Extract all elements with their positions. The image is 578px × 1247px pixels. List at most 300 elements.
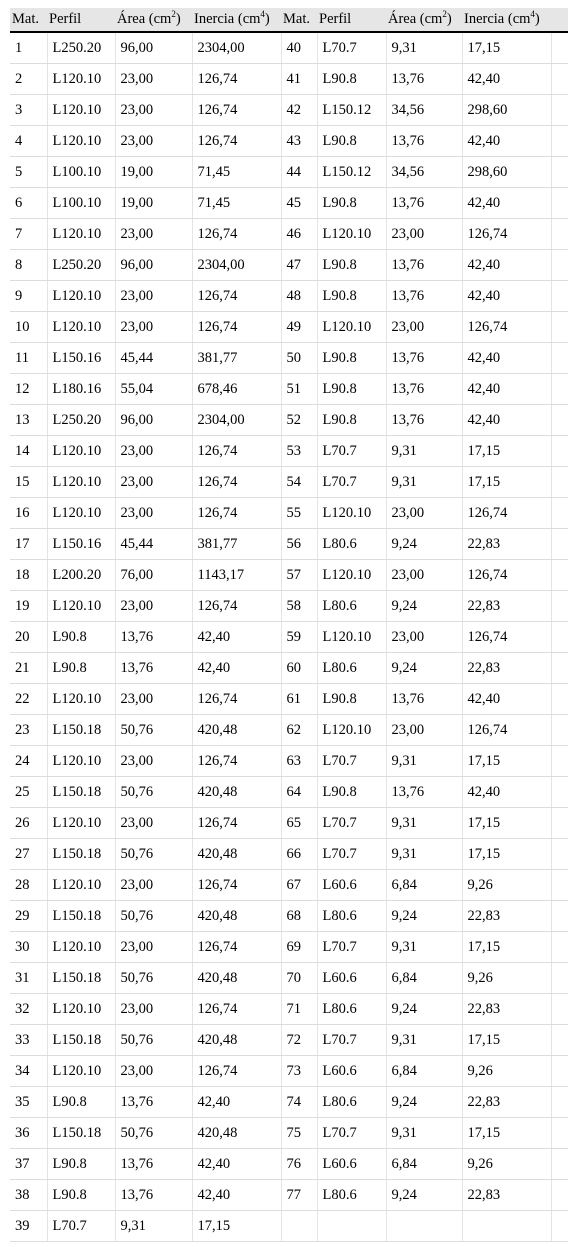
cell-inercia: 71,45: [192, 188, 281, 219]
cell-inercia: 126,74: [192, 281, 281, 312]
cell-perfil: L90.8: [317, 374, 386, 405]
cell-area: 34,56: [386, 95, 462, 126]
cell-area: 19,00: [115, 157, 192, 188]
cell-mat: 76: [281, 1149, 317, 1180]
cell-pad: [551, 622, 568, 653]
cell-perfil: L120.10: [47, 1056, 115, 1087]
cell-mat: 54: [281, 467, 317, 498]
cell-pad: [551, 963, 568, 994]
cell-inercia: 22,83: [462, 1180, 551, 1211]
cell-pad: [551, 560, 568, 591]
cell-inercia: 678,46: [192, 374, 281, 405]
cell-mat: 42: [281, 95, 317, 126]
cell-pad: [551, 95, 568, 126]
cell-inercia: 126,74: [192, 312, 281, 343]
cell-area: 34,56: [386, 157, 462, 188]
table-row: [10, 901, 568, 932]
table-row: [10, 1180, 568, 1211]
cell-area: 50,76: [115, 963, 192, 994]
cell-mat: 65: [281, 808, 317, 839]
cell-mat: 14: [10, 436, 47, 467]
table-row: [10, 95, 568, 126]
cell-area: 9,24: [386, 653, 462, 684]
cell-mat: 53: [281, 436, 317, 467]
cell-area: 13,76: [386, 374, 462, 405]
cell-mat: 33: [10, 1025, 47, 1056]
cell-mat: 10: [10, 312, 47, 343]
cell-area: 9,31: [386, 839, 462, 870]
cell-perfil: L90.8: [317, 684, 386, 715]
cell-perfil: L200.20: [47, 560, 115, 591]
cell-mat: 44: [281, 157, 317, 188]
table-row: [10, 436, 568, 467]
cell-area: 96,00: [115, 250, 192, 281]
table-row: [10, 250, 568, 281]
cell-mat: 45: [281, 188, 317, 219]
cell-inercia: 17,15: [462, 746, 551, 777]
cell-perfil: L60.6: [317, 870, 386, 901]
cell-pad: [551, 250, 568, 281]
cell-inercia: 126,74: [192, 64, 281, 95]
cell-inercia: 126,74: [462, 219, 551, 250]
cell-inercia: 42,40: [462, 250, 551, 281]
cell-area: 13,76: [386, 188, 462, 219]
header-mat-right: Mat.: [281, 8, 317, 32]
cell-mat: 26: [10, 808, 47, 839]
cell-perfil: L60.6: [317, 1056, 386, 1087]
cell-area: 23,00: [386, 498, 462, 529]
cell-area: 9,31: [386, 467, 462, 498]
table-row: [10, 529, 568, 560]
table-row: [10, 1149, 568, 1180]
cell-mat: 4: [10, 126, 47, 157]
cell-pad: [551, 715, 568, 746]
cell-mat: 51: [281, 374, 317, 405]
cell-inercia: 298,60: [462, 157, 551, 188]
cell-inercia: 126,74: [192, 95, 281, 126]
cell-area: 13,76: [386, 405, 462, 436]
table-row: [10, 994, 568, 1025]
cell-inercia: 42,40: [192, 1180, 281, 1211]
cell-area: 9,31: [386, 808, 462, 839]
cell-perfil: L90.8: [47, 1087, 115, 1118]
cell-inercia: 126,74: [462, 498, 551, 529]
cell-mat: 66: [281, 839, 317, 870]
table-row: [10, 1056, 568, 1087]
cell-area: 13,76: [386, 343, 462, 374]
cell-perfil: L80.6: [317, 901, 386, 932]
cell-pad: [551, 777, 568, 808]
cell-pad: [551, 374, 568, 405]
cell-mat: 48: [281, 281, 317, 312]
cell-area: 50,76: [115, 777, 192, 808]
cell-pad: [551, 932, 568, 963]
cell-inercia: 22,83: [462, 653, 551, 684]
cell-area: 9,24: [386, 901, 462, 932]
cell-perfil: L100.10: [47, 188, 115, 219]
cell-pad: [551, 126, 568, 157]
cell-area: 23,00: [386, 312, 462, 343]
cell-inercia: 42,40: [192, 622, 281, 653]
table-row: [10, 715, 568, 746]
cell-perfil: L80.6: [317, 994, 386, 1025]
cell-perfil: L90.8: [47, 653, 115, 684]
cell-pad: [551, 529, 568, 560]
cell-perfil: L120.10: [47, 746, 115, 777]
cell-mat: 23: [10, 715, 47, 746]
cell-area: 23,00: [115, 126, 192, 157]
cell-area: 23,00: [115, 312, 192, 343]
cell-inercia: 17,15: [462, 1025, 551, 1056]
cell-perfil: L70.7: [317, 467, 386, 498]
cell-mat: 34: [10, 1056, 47, 1087]
cell-inercia: 9,26: [462, 1056, 551, 1087]
cell-mat: 68: [281, 901, 317, 932]
cell-pad: [551, 1211, 568, 1242]
cell-mat: 40: [281, 32, 317, 64]
cell-perfil: L250.20: [47, 405, 115, 436]
cell-perfil: L90.8: [47, 1149, 115, 1180]
cell-inercia: 126,74: [462, 560, 551, 591]
cell-inercia: 2304,00: [192, 405, 281, 436]
cell-area: 23,00: [115, 95, 192, 126]
cell-mat: 58: [281, 591, 317, 622]
cell-pad: [551, 591, 568, 622]
table-row: [10, 374, 568, 405]
table-row: [10, 1118, 568, 1149]
table-row: [10, 467, 568, 498]
cell-perfil: L90.8: [47, 622, 115, 653]
table-row: [10, 684, 568, 715]
cell-mat: 39: [10, 1211, 47, 1242]
cell-mat: 6: [10, 188, 47, 219]
cell-mat: 77: [281, 1180, 317, 1211]
cell-perfil: L70.7: [317, 932, 386, 963]
cell-perfil: L90.8: [317, 126, 386, 157]
cell-perfil: L120.10: [47, 870, 115, 901]
table-row: [10, 653, 568, 684]
cell-pad: [551, 808, 568, 839]
cell-pad: [551, 870, 568, 901]
cell-area: 6,84: [386, 963, 462, 994]
cell-pad: [551, 405, 568, 436]
header-mat-left: Mat.: [10, 8, 47, 32]
header-perfil-left: Perfil: [47, 8, 115, 32]
table-row: [10, 591, 568, 622]
cell-perfil: L180.16: [47, 374, 115, 405]
table-row: [10, 64, 568, 95]
cell-mat: 73: [281, 1056, 317, 1087]
cell-area: 13,76: [386, 64, 462, 95]
cell-pad: [551, 1025, 568, 1056]
cell-inercia: 126,74: [192, 684, 281, 715]
cell-mat: 21: [10, 653, 47, 684]
cell-area: 9,31: [386, 436, 462, 467]
cell-perfil: L70.7: [317, 1025, 386, 1056]
cell-pad: [551, 219, 568, 250]
cell-area: 9,31: [386, 32, 462, 64]
cell-inercia: 71,45: [192, 157, 281, 188]
cell-area: 50,76: [115, 839, 192, 870]
cell-area: 23,00: [386, 622, 462, 653]
cell-perfil: L120.10: [47, 467, 115, 498]
cell-mat: 13: [10, 405, 47, 436]
cell-inercia: 42,40: [462, 281, 551, 312]
cell-perfil: L150.18: [47, 1118, 115, 1149]
cell-mat: 15: [10, 467, 47, 498]
cell-perfil: L120.10: [47, 808, 115, 839]
cell-area: 23,00: [115, 932, 192, 963]
cell-inercia: 22,83: [462, 1087, 551, 1118]
cell-inercia: 126,74: [192, 1056, 281, 1087]
table-row: [10, 126, 568, 157]
cell-mat: 41: [281, 64, 317, 95]
cell-mat: 5: [10, 157, 47, 188]
cell-perfil: L90.8: [317, 64, 386, 95]
table-container: [10, 8, 568, 1242]
cell-area: 50,76: [115, 901, 192, 932]
cell-mat: 27: [10, 839, 47, 870]
header-pad: [551, 8, 568, 32]
cell-inercia: 126,74: [192, 498, 281, 529]
cell-mat: 74: [281, 1087, 317, 1118]
cell-area: 23,00: [115, 870, 192, 901]
table-row: [10, 870, 568, 901]
cell-perfil: L120.10: [47, 281, 115, 312]
cell-pad: [551, 1087, 568, 1118]
cell-inercia: 42,40: [462, 126, 551, 157]
profiles-table: [10, 8, 568, 1242]
cell-perfil: L120.10: [47, 932, 115, 963]
cell-mat: 46: [281, 219, 317, 250]
cell-area: 19,00: [115, 188, 192, 219]
cell-area: 9,24: [386, 591, 462, 622]
cell-perfil: L90.8: [317, 281, 386, 312]
cell-pad: [551, 684, 568, 715]
cell-area: 9,31: [386, 746, 462, 777]
cell-inercia: 22,83: [462, 994, 551, 1025]
cell-pad: [551, 653, 568, 684]
cell-perfil: L120.10: [47, 64, 115, 95]
cell-mat: 75: [281, 1118, 317, 1149]
cell-mat: 60: [281, 653, 317, 684]
cell-area: 23,00: [386, 715, 462, 746]
cell-inercia: 126,74: [192, 219, 281, 250]
cell-mat: 36: [10, 1118, 47, 1149]
header-inercia-left: Inercia $(cm^4)$: [192, 8, 281, 32]
cell-pad: [551, 343, 568, 374]
header-perfil-right: Perfil: [317, 8, 386, 32]
cell-mat: 9: [10, 281, 47, 312]
cell-pad: [551, 436, 568, 467]
table-row: [10, 1211, 568, 1242]
cell-mat: 19: [10, 591, 47, 622]
cell-inercia: 9,26: [462, 1149, 551, 1180]
cell-area: 23,00: [115, 498, 192, 529]
cell-area: 13,76: [115, 622, 192, 653]
cell-inercia: 126,74: [192, 932, 281, 963]
cell-pad: [551, 1118, 568, 1149]
cell-inercia: 126,74: [192, 436, 281, 467]
cell-area: 50,76: [115, 1025, 192, 1056]
cell-mat: 72: [281, 1025, 317, 1056]
cell-perfil: L70.7: [47, 1211, 115, 1242]
cell-area: 23,00: [115, 1056, 192, 1087]
cell-perfil: L250.20: [47, 250, 115, 281]
cell-area: 23,00: [386, 219, 462, 250]
cell-mat: 63: [281, 746, 317, 777]
cell-perfil: L90.8: [317, 343, 386, 374]
cell-perfil: L120.10: [317, 219, 386, 250]
cell-area: 6,84: [386, 1149, 462, 1180]
cell-pad: [551, 312, 568, 343]
cell-mat: 59: [281, 622, 317, 653]
cell-mat: 22: [10, 684, 47, 715]
cell-pad: [551, 498, 568, 529]
cell-pad: [551, 839, 568, 870]
cell-mat: 31: [10, 963, 47, 994]
table-body: [10, 32, 568, 1242]
cell-area: 9,24: [386, 1180, 462, 1211]
cell-mat: 20: [10, 622, 47, 653]
cell-inercia: 42,40: [192, 1087, 281, 1118]
cell-area: 9,24: [386, 994, 462, 1025]
cell-inercia: 126,74: [192, 467, 281, 498]
cell-area: 50,76: [115, 715, 192, 746]
cell-inercia: 42,40: [462, 684, 551, 715]
cell-mat: 64: [281, 777, 317, 808]
cell-inercia: 420,48: [192, 1025, 281, 1056]
cell-inercia: 17,15: [462, 1118, 551, 1149]
cell-mat: 12: [10, 374, 47, 405]
cell-inercia: 42,40: [462, 405, 551, 436]
cell-inercia: 42,40: [462, 188, 551, 219]
cell-mat: 62: [281, 715, 317, 746]
cell-perfil: L90.8: [317, 188, 386, 219]
cell-area: 9,24: [386, 529, 462, 560]
cell-area: 9,24: [386, 1087, 462, 1118]
cell-inercia: 22,83: [462, 901, 551, 932]
table-row: [10, 281, 568, 312]
cell-inercia: 42,40: [192, 653, 281, 684]
cell-inercia: 420,48: [192, 1118, 281, 1149]
cell-area: 23,00: [115, 219, 192, 250]
cell-area: 96,00: [115, 32, 192, 64]
cell-area: 23,00: [115, 64, 192, 95]
cell-area: 13,76: [386, 126, 462, 157]
header-row: [10, 8, 568, 32]
cell-perfil: L100.10: [47, 157, 115, 188]
cell-inercia: 126,74: [192, 808, 281, 839]
table-row: [10, 777, 568, 808]
cell-mat: 57: [281, 560, 317, 591]
cell-mat: 70: [281, 963, 317, 994]
cell-mat: 71: [281, 994, 317, 1025]
cell-inercia: 2304,00: [192, 250, 281, 281]
cell-mat: 38: [10, 1180, 47, 1211]
cell-perfil: L70.7: [317, 1118, 386, 1149]
cell-perfil: [317, 1211, 386, 1242]
cell-mat: 16: [10, 498, 47, 529]
cell-perfil: L120.10: [317, 560, 386, 591]
table-row: [10, 405, 568, 436]
cell-mat: 25: [10, 777, 47, 808]
cell-inercia: 2304,00: [192, 32, 281, 64]
cell-perfil: L150.18: [47, 963, 115, 994]
cell-area: 23,00: [386, 560, 462, 591]
cell-inercia: 42,40: [462, 343, 551, 374]
table-row: [10, 219, 568, 250]
cell-inercia: 126,74: [462, 312, 551, 343]
cell-area: 23,00: [115, 994, 192, 1025]
cell-perfil: L70.7: [317, 746, 386, 777]
cell-mat: [281, 1211, 317, 1242]
cell-perfil: L120.10: [47, 994, 115, 1025]
table-row: [10, 312, 568, 343]
cell-inercia: 420,48: [192, 963, 281, 994]
cell-mat: 17: [10, 529, 47, 560]
cell-perfil: L90.8: [47, 1180, 115, 1211]
cell-inercia: 1143,17: [192, 560, 281, 591]
cell-perfil: L150.16: [47, 529, 115, 560]
cell-perfil: L80.6: [317, 1087, 386, 1118]
cell-area: 55,04: [115, 374, 192, 405]
cell-inercia: 17,15: [192, 1211, 281, 1242]
cell-mat: 30: [10, 932, 47, 963]
cell-area: 23,00: [115, 684, 192, 715]
cell-inercia: 9,26: [462, 870, 551, 901]
cell-perfil: L120.10: [317, 622, 386, 653]
cell-area: 23,00: [115, 808, 192, 839]
cell-area: 13,76: [115, 653, 192, 684]
cell-perfil: L120.10: [47, 312, 115, 343]
cell-mat: 55: [281, 498, 317, 529]
cell-inercia: 17,15: [462, 32, 551, 64]
cell-perfil: L150.18: [47, 1025, 115, 1056]
cell-perfil: L150.18: [47, 715, 115, 746]
cell-perfil: L150.12: [317, 95, 386, 126]
cell-area: 13,76: [386, 281, 462, 312]
cell-pad: [551, 994, 568, 1025]
cell-area: 6,84: [386, 870, 462, 901]
cell-mat: 24: [10, 746, 47, 777]
cell-area: [386, 1211, 462, 1242]
cell-area: 6,84: [386, 1056, 462, 1087]
header-area-right: Área $(cm^2)$: [386, 8, 462, 32]
cell-perfil: L120.10: [47, 126, 115, 157]
cell-inercia: 420,48: [192, 901, 281, 932]
cell-perfil: L70.7: [317, 839, 386, 870]
cell-inercia: 22,83: [462, 529, 551, 560]
header-area-left: Área $(cm^2)$: [115, 8, 192, 32]
cell-inercia: 298,60: [462, 95, 551, 126]
cell-area: 23,00: [115, 746, 192, 777]
cell-perfil: L90.8: [317, 250, 386, 281]
cell-perfil: L120.10: [47, 219, 115, 250]
cell-area: 50,76: [115, 1118, 192, 1149]
cell-perfil: L250.20: [47, 32, 115, 64]
table-row: [10, 963, 568, 994]
cell-perfil: L120.10: [47, 436, 115, 467]
cell-mat: 3: [10, 95, 47, 126]
cell-area: 13,76: [115, 1149, 192, 1180]
cell-perfil: L120.10: [317, 312, 386, 343]
cell-mat: 52: [281, 405, 317, 436]
cell-perfil: L80.6: [317, 591, 386, 622]
cell-mat: 1: [10, 32, 47, 64]
cell-perfil: L150.12: [317, 157, 386, 188]
cell-mat: 56: [281, 529, 317, 560]
